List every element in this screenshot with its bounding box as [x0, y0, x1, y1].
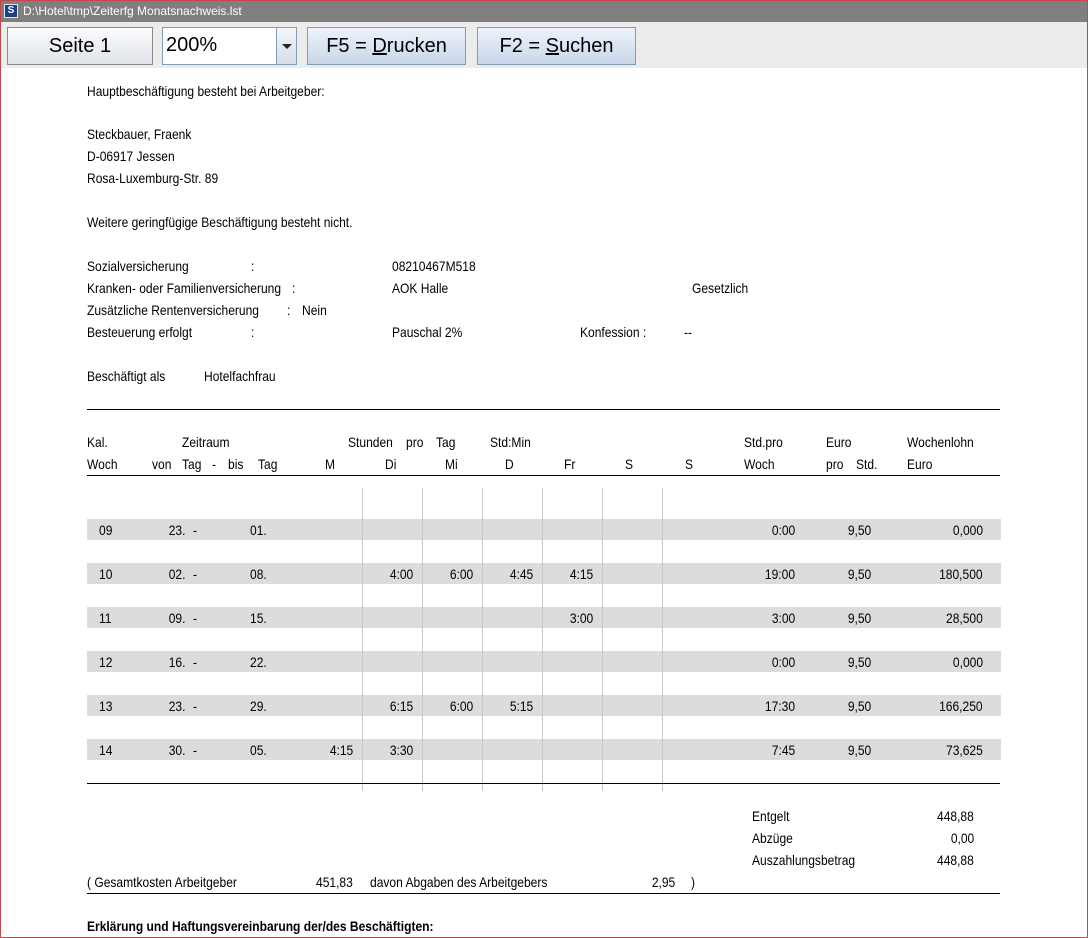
tax-label: Besteuerung erfolgt: [87, 324, 193, 340]
cell-wage: 73,625: [946, 742, 983, 758]
col-head-kal: Kal.: [87, 434, 108, 450]
col-head-m: M: [325, 456, 336, 472]
table-header-rule: [87, 475, 1000, 476]
tax-value: Pauschal 2%: [392, 324, 463, 340]
cell-kw: 12: [99, 654, 113, 670]
cell-bis: 01.: [250, 522, 267, 538]
cell-tue: 4:00: [389, 566, 413, 582]
total-cost-value: 451,83: [316, 874, 353, 890]
page-button[interactable]: Seite 1: [7, 27, 153, 65]
employed-as-label: Beschäftigt als: [87, 368, 166, 384]
cell-wed: 6:00: [449, 698, 473, 714]
zoom-select[interactable]: [162, 27, 297, 65]
col-head-woch: Woch: [87, 456, 118, 472]
cell-kw: 14: [99, 742, 113, 758]
col-head-di: Di: [385, 456, 397, 472]
sv-value: 08210467M518: [392, 258, 476, 274]
cell-bis: 29.: [250, 698, 267, 714]
col-head-euro: Euro: [826, 434, 852, 450]
cell-dash: -: [193, 654, 198, 670]
cell-week-hours: 3:00: [771, 610, 795, 626]
col-head-dash: -: [212, 456, 217, 472]
cell-bis: 05.: [250, 742, 267, 758]
kv-colon: :: [292, 280, 296, 296]
cell-bis: 15.: [250, 610, 267, 626]
cell-von: 23.: [168, 698, 185, 714]
title-bar: [1, 1, 1087, 22]
cell-von: 09.: [168, 610, 185, 626]
cell-thu: 5:15: [509, 698, 533, 714]
sv-colon: :: [251, 258, 255, 274]
cell-week-hours: 7:45: [771, 742, 795, 758]
column-divider: [362, 488, 363, 791]
rv-value: Nein: [302, 302, 327, 318]
confession-value: --: [684, 324, 693, 340]
employer-share-label: davon Abgaben des Arbeitgebers: [370, 874, 548, 890]
total-cost-label: ( Gesamtkosten Arbeitgeber: [87, 874, 237, 890]
kv-value: AOK Halle: [392, 280, 449, 296]
col-head-sa: S: [625, 456, 634, 472]
cell-von: 30.: [168, 742, 185, 758]
col-head-mi: Mi: [445, 456, 458, 472]
employer-street: Rosa-Luxemburg-Str. 89: [87, 170, 219, 186]
cell-kw: 09: [99, 522, 113, 538]
col-head-so: S: [685, 456, 694, 472]
col-head-tag: Tag: [436, 434, 456, 450]
col-head-std: Std.: [856, 456, 878, 472]
cell-week-hours: 19:00: [764, 566, 795, 582]
cell-mon: 4:15: [329, 742, 353, 758]
col-head-tag-bis: Tag: [258, 456, 278, 472]
table-bottom-rule: [87, 783, 1000, 784]
cell-dash: -: [193, 566, 198, 582]
rv-label: Zusätzliche Rentenversicherung: [87, 302, 259, 318]
cell-rate: 9,50: [847, 654, 871, 670]
auszahlung-label: Auszahlungsbetrag: [752, 852, 856, 868]
cell-wed: 6:00: [449, 566, 473, 582]
tax-colon: :: [251, 324, 255, 340]
employer-name: Steckbauer, Fraenk: [87, 126, 192, 142]
column-divider: [662, 488, 663, 791]
cell-week-hours: 0:00: [771, 654, 795, 670]
total-close-paren: ): [691, 874, 696, 890]
table-top-rule: [87, 409, 1000, 410]
cell-wage: 0,000: [952, 654, 983, 670]
declaration-heading: Erklärung und Haftungsvereinbarung der/des Beschäftigten:: [87, 918, 434, 934]
cell-thu: 4:45: [509, 566, 533, 582]
col-head-tag-von: Tag: [182, 456, 202, 472]
column-divider: [482, 488, 483, 791]
print-button[interactable]: F5 = Drucken: [307, 27, 466, 65]
sv-label: Sozialversicherung: [87, 258, 189, 274]
col-head-von: von: [152, 456, 172, 472]
cell-kw: 13: [99, 698, 113, 714]
cell-fri: 4:15: [569, 566, 593, 582]
col-head-pro: pro: [406, 434, 424, 450]
cell-wage: 0,000: [952, 522, 983, 538]
summary-rule: [87, 893, 1000, 894]
col-head-fr: Fr: [564, 456, 576, 472]
column-divider: [542, 488, 543, 791]
employer-city: D-06917 Jessen: [87, 148, 175, 164]
report-page: [1, 68, 1087, 937]
zoom-value: 200%: [166, 34, 218, 56]
cell-fri: 3:00: [569, 610, 593, 626]
col-head-stdmin: Std:Min: [490, 434, 531, 450]
col-head-wochenlohn: Wochenlohn: [907, 434, 974, 450]
cell-rate: 9,50: [847, 566, 871, 582]
abzuege-value: 0,00: [950, 830, 974, 846]
employer-share-value: 2,95: [651, 874, 675, 890]
cell-dash: -: [193, 698, 198, 714]
cell-von: 02.: [168, 566, 185, 582]
app-icon: S: [4, 4, 18, 18]
kv-label: Kranken- oder Familienversicherung: [87, 280, 282, 296]
cell-week-hours: 0:00: [771, 522, 795, 538]
col-head-stdpro: Std.pro: [744, 434, 783, 450]
col-head-stunden: Stunden: [348, 434, 393, 450]
col-head-woch2: Woch: [744, 456, 775, 472]
cell-rate: 9,50: [847, 522, 871, 538]
cell-rate: 9,50: [847, 742, 871, 758]
abzuege-label: Abzüge: [752, 830, 793, 846]
entgelt-label: Entgelt: [752, 808, 790, 824]
cell-wage: 28,500: [946, 610, 983, 626]
cell-dash: -: [193, 610, 198, 626]
cell-bis: 22.: [250, 654, 267, 670]
cell-dash: -: [193, 742, 198, 758]
toolbar: [1, 22, 1087, 68]
cell-dash: -: [193, 522, 198, 538]
col-head-pro2: pro: [826, 456, 844, 472]
cell-von: 23.: [168, 522, 185, 538]
cell-week-hours: 17:30: [764, 698, 795, 714]
employed-as-value: Hotelfachfrau: [204, 368, 276, 384]
cell-tue: 6:15: [389, 698, 413, 714]
cell-wage: 166,250: [939, 698, 983, 714]
col-head-d: D: [505, 456, 514, 472]
confession-label: Konfession :: [580, 324, 647, 340]
column-divider: [422, 488, 423, 791]
cell-wage: 180,500: [939, 566, 983, 582]
search-button[interactable]: F2 = Suchen: [477, 27, 636, 65]
col-head-bis: bis: [228, 456, 244, 472]
entgelt-value: 448,88: [937, 808, 974, 824]
cell-rate: 9,50: [847, 610, 871, 626]
col-head-euro2: Euro: [907, 456, 933, 472]
cell-tue: 3:30: [389, 742, 413, 758]
intro-text: Hauptbeschäftigung besteht bei Arbeitgeber:: [87, 83, 325, 99]
rv-colon: :: [287, 302, 291, 318]
cell-rate: 9,50: [847, 698, 871, 714]
cell-kw: 10: [99, 566, 113, 582]
chevron-down-icon[interactable]: [276, 28, 296, 64]
kv-type: Gesetzlich: [692, 280, 749, 296]
auszahlung-value: 448,88: [937, 852, 974, 868]
window-title: D:\Hotel\tmp\Zeiterfg Monatsnachweis.lst: [23, 4, 242, 18]
cell-kw: 11: [99, 610, 112, 626]
cell-bis: 08.: [250, 566, 267, 582]
cell-von: 16.: [168, 654, 185, 670]
col-head-zeitraum: Zeitraum: [182, 434, 230, 450]
column-divider: [602, 488, 603, 791]
further-employment-text: Weitere geringfügige Beschäftigung besteht nicht.: [87, 214, 353, 230]
